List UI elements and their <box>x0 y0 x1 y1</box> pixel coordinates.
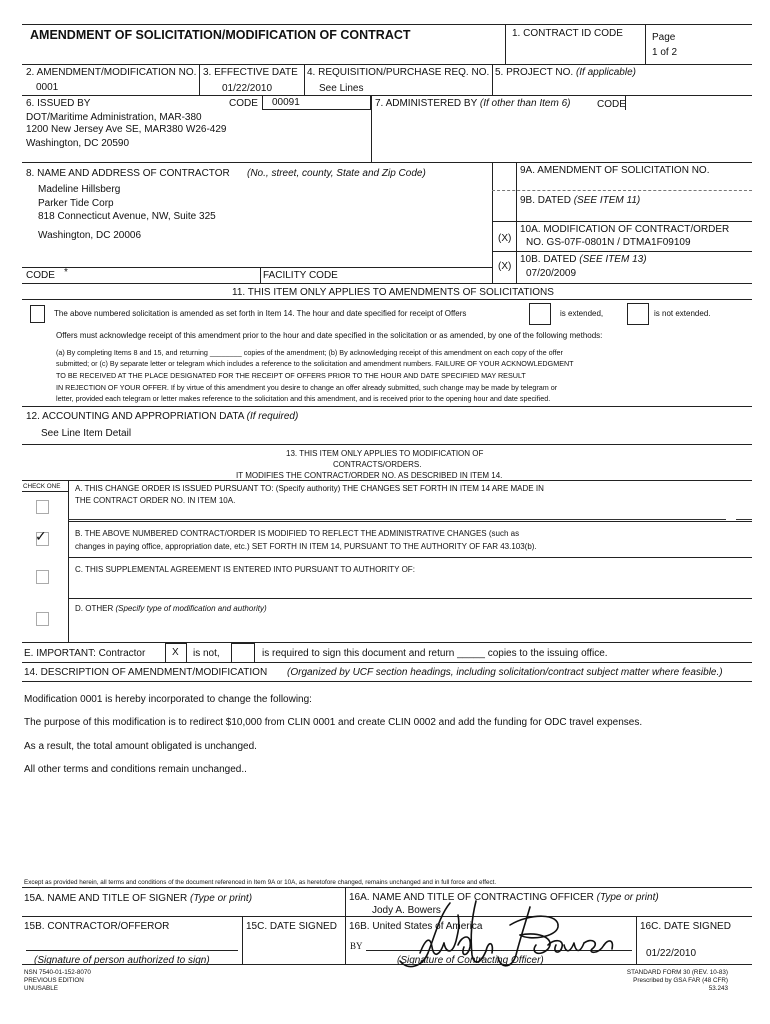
item-11-line-1: The above numbered solicitation is amended as set forth in Item 14. The hour and date specified for receipt of Offers <box>54 309 467 318</box>
contractor-label: 8. NAME AND ADDRESS OF CONTRACTOR <box>26 168 230 179</box>
item-15b-label: 15B. CONTRACTOR/OFFEROR <box>24 921 170 932</box>
item-11-para-1: (a) By completing Items 8 and 15, and returning ________ copies of the amendment; (b) By acknowledging receipt of this amendment on each copy of the offer <box>56 348 563 357</box>
item-11-para-3: TO BE RECEIVED AT THE PLACE DESIGNATED FOR THE RECEIPT OF OFFERS PRIOR TO THE HOUR AND DATE SPECIFIED MAY RESULT <box>56 371 526 380</box>
not-extended-checkbox[interactable] <box>627 303 649 325</box>
item-11-line-2: Offers must acknowledge receipt of this amendment prior to the hour and date specified in the solicitation or as amended, by one of the following methods: <box>56 331 603 340</box>
item-14-line-1: Modification 0001 is hereby incorporated to change the following: <box>24 694 312 705</box>
item-9a-label: 9A. AMENDMENT OF SOLICITATION NO. <box>520 165 710 176</box>
item-10a-x: (X) <box>498 233 512 244</box>
contractor-city: Washington, DC 20006 <box>38 230 142 241</box>
item-13-heading-1: 13. THIS ITEM ONLY APPLIES TO MODIFICATION OF <box>286 449 484 458</box>
item-11-checkbox[interactable] <box>30 305 45 323</box>
item-13b-line-2: changes in paying office, appropriation date, etc.) SET FORTH IN ITEM 14, PURSUANT TO THE AUTHORITY OF FAR 43.103(b). <box>75 542 537 551</box>
issued-line-1: DOT/Maritime Administration, MAR-380 <box>26 112 202 123</box>
important-label: E. IMPORTANT: Contractor <box>24 648 146 659</box>
item-10b-label: 10B. DATED (SEE ITEM 13) <box>520 254 647 265</box>
item-11-heading: 11. THIS ITEM ONLY APPLIES TO AMENDMENTS OF SOLICITATIONS <box>232 287 554 298</box>
item-13-heading-3: IT MODIFIES THE CONTRACT/ORDER NO. AS DESCRIBED IN ITEM 14. <box>236 471 503 480</box>
item-16c-label: 16C. DATE SIGNED <box>640 921 731 932</box>
item-15c-label: 15C. DATE SIGNED <box>246 921 337 932</box>
important-rest: is required to sign this document and return _____ copies to the issuing office. <box>262 648 608 659</box>
item-10a-label: 10A. MODIFICATION OF CONTRACT/ORDER <box>520 224 730 235</box>
item-13a-line-2: THE CONTRACT ORDER NO. IN ITEM 10A. <box>75 496 236 505</box>
issued-line-2: 1200 New Jersey Ave SE, MAR380 W26-429 <box>26 124 227 135</box>
extended-label: is extended, <box>560 309 604 318</box>
item-11-para-5: letter, provided each telegram or letter makes reference to the solicitation and this amendment, and is received prior to the opening hour and date specified. <box>56 394 551 403</box>
contracting-officer-signature <box>380 895 620 975</box>
footer-left-2: PREVIOUS EDITION <box>24 977 84 984</box>
item-12-value: See Line Item Detail <box>41 428 132 439</box>
amendment-no-value: 0001 <box>36 82 59 93</box>
contractor-code-value: * <box>64 267 68 278</box>
item-16a-value: Jody A. Bowers <box>372 905 441 916</box>
administered-code-label: CODE <box>597 99 626 110</box>
page-label: Page <box>652 32 676 43</box>
requisition-value: See Lines <box>319 83 364 94</box>
item-12-label: 12. ACCOUNTING AND APPROPRIATION DATA (If required) <box>26 411 299 422</box>
item-11-para-4: IN REJECTION OF YOUR OFFER. If by virtue of this amendment you desire to change an offer already submitted, such change may be made by telegram or <box>56 383 558 392</box>
project-no-label: 5. PROJECT NO. (If applicable) <box>495 67 636 78</box>
footer-right-3: 53.243 <box>708 985 728 992</box>
item-13d-checkbox[interactable] <box>36 612 49 626</box>
issued-line-3: Washington, DC 20590 <box>26 138 130 149</box>
effective-date-value: 01/22/2010 <box>222 83 273 94</box>
footer-right-1: STANDARD FORM 30 (REV. 10-83) <box>626 969 728 976</box>
item-15a-label: 15A. NAME AND TITLE OF SIGNER (Type or print) <box>24 893 253 904</box>
page-value: 1 of 2 <box>652 47 678 58</box>
item-10b-value: 07/20/2009 <box>526 268 577 279</box>
issued-by-label: 6. ISSUED BY <box>26 98 91 109</box>
item-13d-line: D. OTHER (Specify type of modification and authority) <box>75 604 267 613</box>
item-15b-signature-note: (Signature of person authorized to sign) <box>34 955 210 966</box>
item-14-label: 14. DESCRIPTION OF AMENDMENT/MODIFICATION <box>24 667 268 678</box>
facility-code-label: FACILITY CODE <box>263 270 338 281</box>
item-14-line-4: All other terms and conditions remain unchanged.. <box>24 764 247 775</box>
item-16a-label: 16A. NAME AND TITLE OF CONTRACTING OFFICER (Type or print) <box>349 892 659 903</box>
requisition-label: 4. REQUISITION/PURCHASE REQ. NO. <box>307 67 490 78</box>
item-10b-x: (X) <box>498 261 512 272</box>
extended-checkbox[interactable] <box>529 303 551 325</box>
item-14-line-2: The purpose of this modification is to redirect $10,000 from CLIN 0001 and create CLIN 0002 and add the funding for ODC travel expenses. <box>24 717 643 728</box>
important-x: X <box>172 647 179 658</box>
issued-code-value: 00091 <box>272 97 300 108</box>
contractor-line-1: Madeline Hillsberg <box>38 184 121 195</box>
item-13c-line-1: C. THIS SUPPLEMENTAL AGREEMENT IS ENTERED INTO PURSUANT TO AUTHORITY OF: <box>75 565 415 574</box>
footer-right-2: Prescribed by GSA FAR (48 CFR) <box>633 977 728 984</box>
item-13b-check-icon: ✓ <box>35 528 47 544</box>
item-14-note: (Organized by UCF section headings, including solicitation/contract subject matter where feasible.) <box>287 667 723 678</box>
contract-id-label: 1. CONTRACT ID CODE <box>512 28 623 39</box>
item-13c-checkbox[interactable] <box>36 570 49 584</box>
item-16c-value: 01/22/2010 <box>646 948 697 959</box>
contractor-code-label: CODE <box>26 270 55 281</box>
item-16b-signature-note: (Signature of Contracting Officer) <box>397 955 544 966</box>
contractor-line-2: Parker Tide Corp <box>38 198 114 209</box>
item-9b-label: 9B. DATED (SEE ITEM 11) <box>520 195 641 206</box>
item-11-para-2: submitted; or (c) By separate letter or telegram which includes a reference to the solicitation and amendment numbers. FAILURE OF YOUR ACKNOWLEDGMENT <box>56 359 574 368</box>
contractor-note: (No., street, county, State and Zip Code) <box>247 168 426 179</box>
amendment-no-label: 2. AMENDMENT/MODIFICATION NO. <box>26 67 197 78</box>
item-16b-by: BY <box>350 941 363 951</box>
form-title: AMENDMENT OF SOLICITATION/MODIFICATION OF CONTRACT <box>30 28 411 42</box>
item-16b-label: 16B. United States of America <box>349 921 483 932</box>
item-13-heading-2: CONTRACTS/ORDERS. <box>333 460 422 469</box>
except-line: Except as provided herein, all terms and conditions of the document referenced in Item 9A or 10A, as heretofore changed, remains unchanged and in full force and effect. <box>24 879 497 886</box>
item-13b-line-1: B. THE ABOVE NUMBERED CONTRACT/ORDER IS MODIFIED TO REFLECT THE ADMINISTRATIVE CHANGES (such as <box>75 529 520 538</box>
check-one-label: CHECK ONE <box>23 483 61 490</box>
important-is-not: is not, <box>193 648 220 659</box>
item-13a-line-1: A. THIS CHANGE ORDER IS ISSUED PURSUANT TO: (Specify authority) THE CHANGES SET FORTH IN ITEM 14 ARE MADE IN <box>75 484 544 493</box>
issued-code-label: CODE <box>229 98 258 109</box>
contractor-is-required-box[interactable] <box>231 643 255 663</box>
item-10a-value: NO. GS-07F-0801N / DTMA1F09109 <box>526 237 691 248</box>
effective-date-label: 3. EFFECTIVE DATE <box>203 67 298 78</box>
footer-left-1: NSN 7540-01-152-8070 <box>24 969 91 976</box>
contractor-line-3: 818 Connecticut Avenue, NW, Suite 325 <box>38 211 216 222</box>
administered-by-label: 7. ADMINISTERED BY (If other than Item 6) <box>375 98 571 109</box>
item-13a-checkbox[interactable] <box>36 500 49 514</box>
not-extended-label: is not extended. <box>654 309 711 318</box>
item-14-line-3: As a result, the total amount obligated is unchanged. <box>24 741 257 752</box>
footer-left-3: UNUSABLE <box>24 985 58 992</box>
